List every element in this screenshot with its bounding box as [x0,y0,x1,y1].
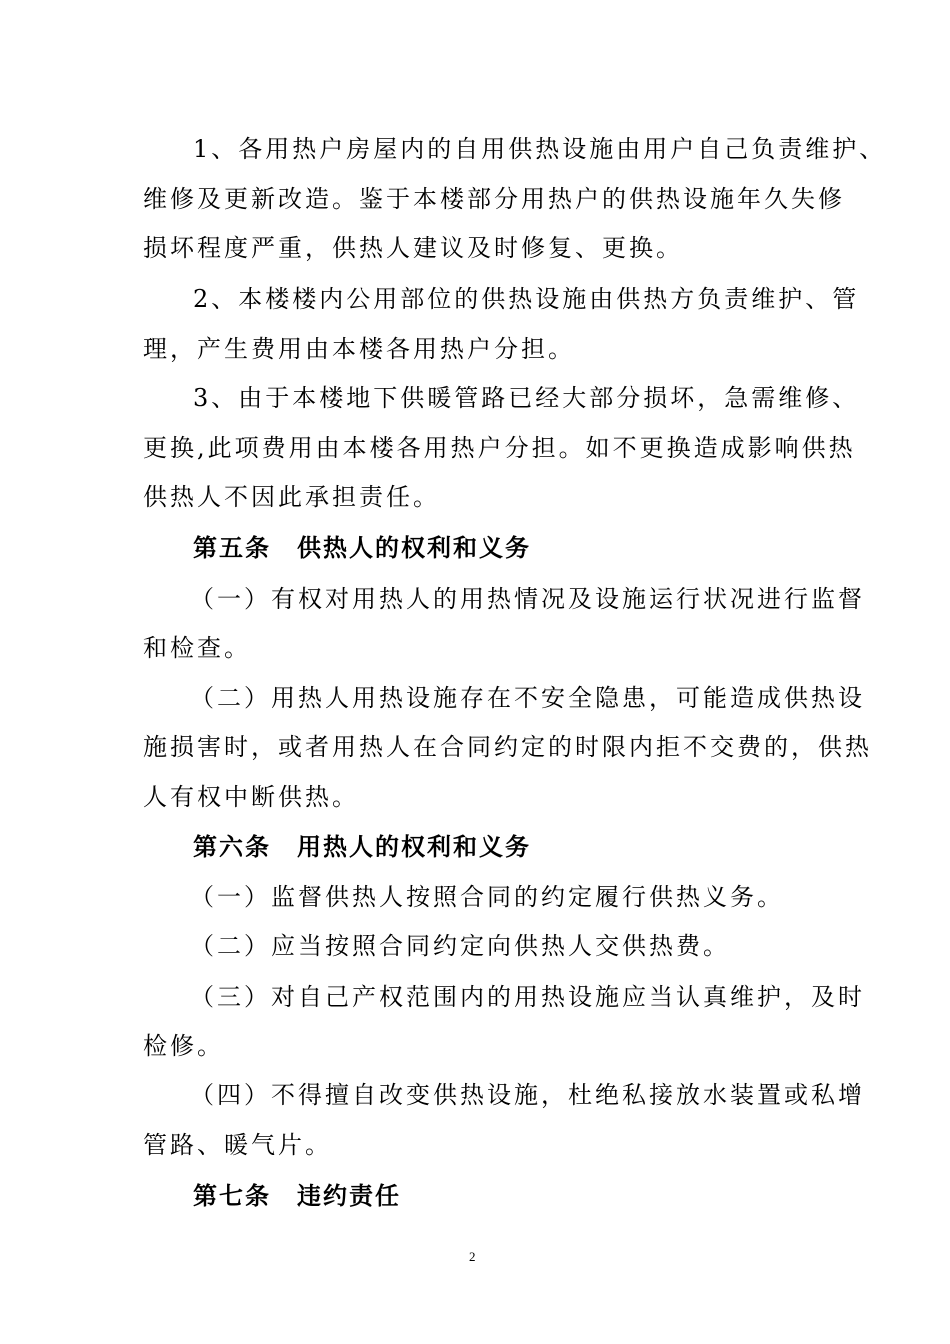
article-6-item-2: （二）应当按照合同约定向供热人交供热费。 [190,932,730,960]
article-6-item-4-line-2: 管路、暖气片。 [143,1131,332,1159]
article-5-item-1-line-1: （一）有权对用热人的用热情况及设施运行状况进行监督 [190,585,865,613]
article-7-heading: 第七条 违约责任 [193,1181,401,1210]
paragraph-3-line-3: 供热人不因此承担责任。 [143,483,440,511]
article-6-item-3-line-2: 检修。 [143,1032,224,1060]
article-6-item-4-line-1: （四）不得擅自改变供热设施，杜绝私接放水装置或私增 [190,1081,865,1109]
paragraph-3-line-1: 3、由于本楼地下供暖管路已经大部分损坏，急需维修、 [193,384,860,412]
article-5-item-2-line-3: 人有权中断供热。 [143,783,359,811]
paragraph-3-line-2: 更换,此项费用由本楼各用热户分担。如不更换造成影响供热 [143,434,856,462]
article-6-heading: 第六条 用热人的权利和义务 [193,832,531,861]
article-5-item-2-line-1: （二）用热人用热设施存在不安全隐患，可能造成供热设 [190,684,865,712]
article-5-item-2-line-2: 施损害时，或者用热人在合同约定的时限内拒不交费的，供热 [143,733,872,761]
article-5-heading: 第五条 供热人的权利和义务 [193,533,531,562]
paragraph-1-line-1: 1、各用热户房屋内的自用供热设施由用户自己负责维护、 [193,135,887,163]
paragraph-2-line-1: 2、本楼楼内公用部位的供热设施由供热方负责维护、管 [193,285,860,313]
paragraph-1-line-2: 维修及更新改造。鉴于本楼部分用热户的供热设施年久失修 [143,185,845,213]
paragraph-1-line-3: 损坏程度严重，供热人建议及时修复、更换。 [143,234,683,262]
article-6-item-1: （一）监督供热人按照合同的约定履行供热义务。 [190,883,784,911]
article-5-item-1-line-2: 和检查。 [143,634,251,662]
article-6-item-3-line-1: （三）对自己产权范围内的用热设施应当认真维护，及时 [190,983,865,1011]
page-number: 2 [469,1249,476,1264]
paragraph-2-line-2: 理，产生费用由本楼各用热户分担。 [143,335,575,363]
